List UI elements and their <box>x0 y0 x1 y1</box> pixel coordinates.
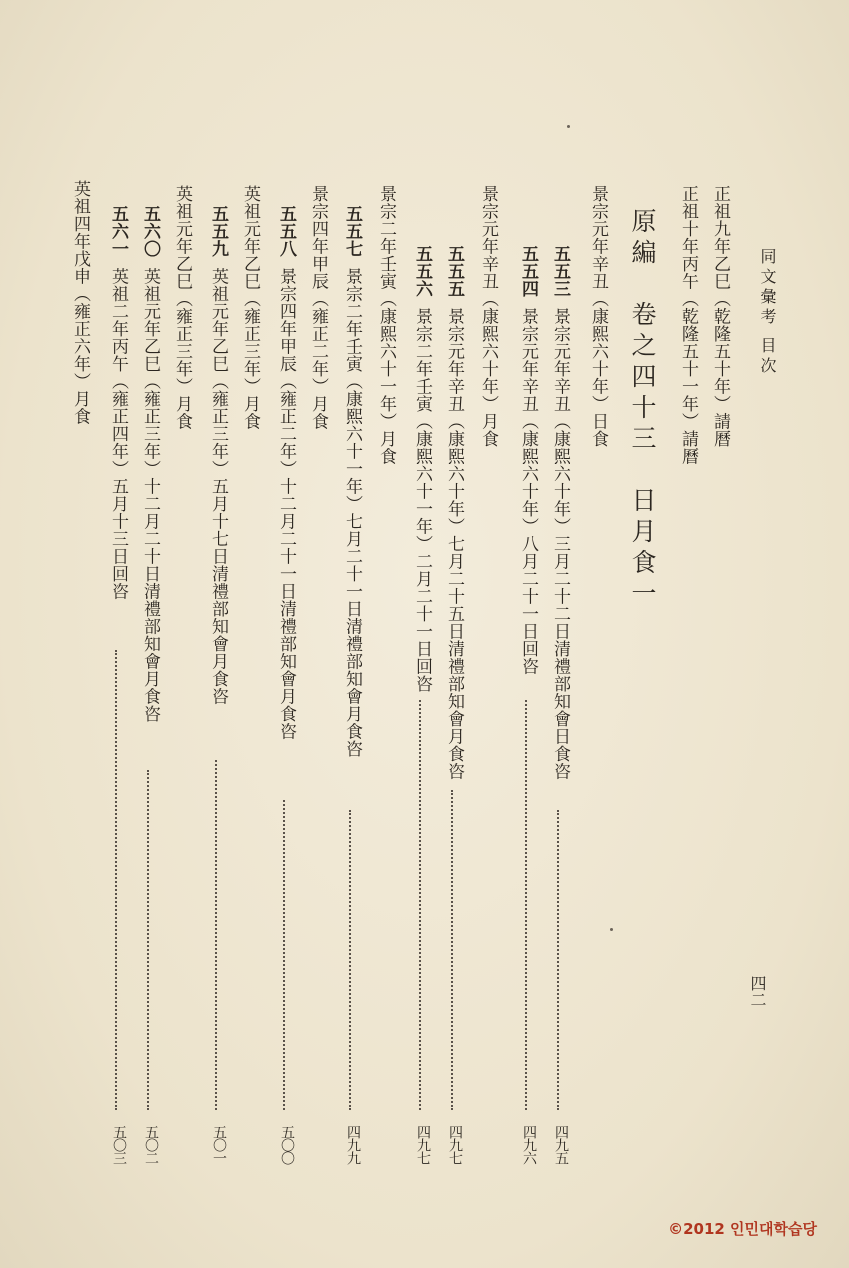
item-title: 景宗四年甲辰（雍正二年）十二月二十一日清禮部知會月食咨 <box>276 267 296 740</box>
page-number: 四九七 <box>415 1125 431 1164</box>
toc-item <box>139 205 161 723</box>
page-number: 四九九 <box>345 1125 361 1164</box>
dot-leader <box>419 700 421 1110</box>
running-header: 同文彙考 目次 <box>758 248 777 378</box>
toc-subheading: 景宗元年辛丑（康熙六十年）日食 <box>588 185 608 448</box>
dot-leader <box>215 760 217 1110</box>
item-title: 英祖二年丙午（雍正四年）五月十三日回咨 <box>108 267 128 600</box>
dot-leader <box>349 810 351 1110</box>
item-number: 五六〇 <box>140 205 160 258</box>
dot-leader <box>525 700 527 1110</box>
paper-speck <box>567 125 570 128</box>
page-number: 四九六 <box>521 1125 537 1164</box>
item-title: 景宗元年辛丑（康熙六十年）七月二十五日清禮部知會月食咨 <box>444 307 464 780</box>
toc-item <box>411 245 433 693</box>
dot-leader <box>115 650 117 1110</box>
page-number: 五〇三 <box>111 1125 127 1164</box>
toc-subheading: 英祖元年乙巳（雍正三年）月食 <box>240 185 260 430</box>
item-title: 景宗二年壬寅（康熙六十一年）七月二十一日清禮部知會月食咨 <box>342 267 362 758</box>
item-number: 五五六 <box>412 245 432 298</box>
item-number: 五五八 <box>276 205 296 258</box>
item-number: 五五三 <box>550 245 570 298</box>
item-number: 五六一 <box>108 205 128 258</box>
toc-subheading: 景宗二年壬寅（康熙六十一年）月食 <box>376 185 396 465</box>
paper-speck <box>610 928 613 931</box>
item-number: 五五七 <box>342 205 362 258</box>
dot-leader <box>451 790 453 1110</box>
section-heading: 原編 卷之四十三 日月食一 <box>628 208 657 611</box>
toc-entry: 正祖九年乙巳（乾隆五十年）請曆 <box>710 185 730 448</box>
page-number: 五〇二 <box>143 1125 159 1164</box>
toc-item <box>517 245 539 675</box>
item-title: 景宗元年辛丑（康熙六十年）八月二十一日回咨 <box>518 307 538 675</box>
item-title: 英祖元年乙巳（雍正三年）十二月二十日清禮部知會月食咨 <box>140 267 160 723</box>
page-number: 四九五 <box>553 1125 569 1164</box>
page-number: 五〇一 <box>211 1125 227 1164</box>
toc-item <box>107 205 129 600</box>
dot-leader <box>283 800 285 1110</box>
item-number: 五五五 <box>444 245 464 298</box>
toc-item <box>341 205 363 758</box>
dot-leader <box>557 810 559 1110</box>
toc-subheading: 英祖元年乙巳（雍正三年）月食 <box>172 185 192 430</box>
item-number: 五五九 <box>208 205 228 258</box>
toc-item <box>443 245 465 780</box>
toc-entry: 正祖十年丙午（乾隆五十一年）請曆 <box>678 185 698 465</box>
toc-item <box>207 205 229 705</box>
item-title: 景宗二年壬寅（康熙六十一年）二月二十一日回咨 <box>412 307 432 693</box>
toc-subheading: 景宗元年辛丑（康熙六十年）月食 <box>478 185 498 448</box>
toc-item <box>275 205 297 740</box>
copyright-watermark: ©2012 인민대학습당 <box>668 1220 817 1238</box>
folio-number: 四二 <box>748 975 767 1008</box>
page-number: 四九七 <box>447 1125 463 1164</box>
item-title: 英祖元年乙巳（雍正三年）五月十七日清禮部知會月食咨 <box>208 267 228 705</box>
item-number: 五五四 <box>518 245 538 298</box>
toc-subheading: 景宗四年甲辰（雍正二年）月食 <box>308 185 328 430</box>
toc-subheading: 英祖四年戊申（雍正六年）月食 <box>70 180 90 425</box>
dot-leader <box>147 770 149 1110</box>
page-number: 五〇〇 <box>279 1125 295 1164</box>
item-title: 景宗元年辛丑（康熙六十年）三月二十二日清禮部知會日食咨 <box>550 307 570 780</box>
toc-item <box>549 245 571 780</box>
